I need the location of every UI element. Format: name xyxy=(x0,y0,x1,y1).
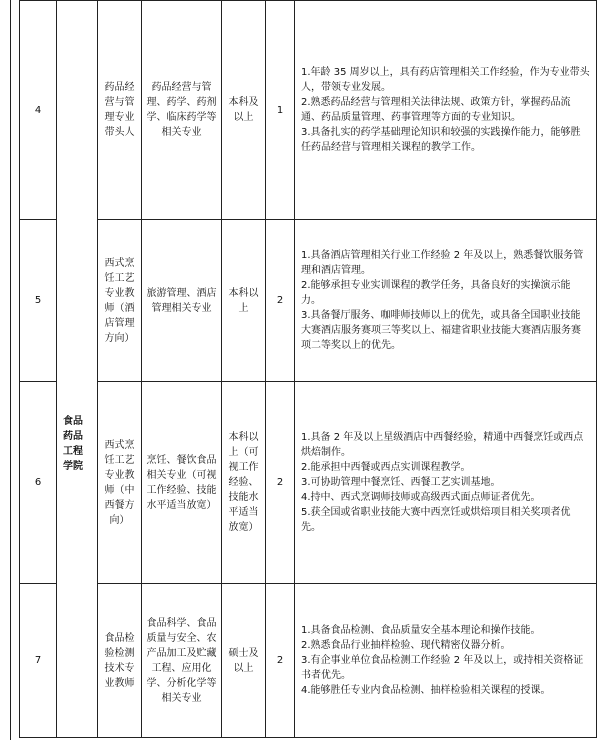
recruitment-table xyxy=(19,0,597,738)
post-name: 西式烹饪工艺专业教师（酒店管理方向） xyxy=(98,220,142,382)
requirement-item: 2.熟悉食品行业抽样检验、现代精密仪器分析。 xyxy=(301,640,511,651)
requirement-item: 2.能够承担专业实训课程的教学任务，具备良好的实操演示能力。 xyxy=(301,280,571,306)
education-requirement: 硕士及以上 xyxy=(222,584,266,738)
post-name: 药品经营与管理专业带头人 xyxy=(98,1,142,220)
requirement-item: 3.可协助管理中餐烹饪、西餐工艺实训基地。 xyxy=(301,477,501,488)
department-name: 食品药品工程学院 xyxy=(63,416,83,472)
requirement-item: 1.年龄 35 周岁以上，具有药店管理相关工作经验，作为专业带头人，带领专业发展。 xyxy=(301,67,590,93)
table-row xyxy=(20,220,597,382)
education-requirement: 本科以上（可视工作经验、技能水平适当放宽） xyxy=(222,382,266,584)
education-requirement: 本科以上 xyxy=(222,220,266,382)
requirement-item: 3.有企事业单位食品检测工作经验 2 年及以上，或持相关资格证书者优先。 xyxy=(301,655,584,681)
post-name: 食品检验检测技术专业教师 xyxy=(98,584,142,738)
requirement-item: 1.具备酒店管理相关行业工作经验 2 年及以上，熟悉餐饮服务管理和酒店管理。 xyxy=(301,250,584,276)
table-row xyxy=(20,382,597,584)
row-number: 5 xyxy=(20,220,57,382)
row-number: 6 xyxy=(20,382,57,584)
headcount: 1 xyxy=(266,1,295,220)
row-number: 7 xyxy=(20,584,57,738)
requirements-cell xyxy=(295,584,597,738)
major-requirement: 药品经营与管理、药学、药剂学、临床药学等相关专业 xyxy=(142,1,222,220)
requirement-item: 1.具备 2 年及以上星级酒店中西餐经验，精通中西餐烹饪或西点烘焙制作。 xyxy=(301,432,584,458)
requirement-item: 4.能够胜任专业内食品检测、抽样检验相关课程的授课。 xyxy=(301,685,551,696)
department-cell xyxy=(57,1,98,738)
table-row xyxy=(20,584,597,738)
major-requirement: 旅游管理、酒店管理相关专业 xyxy=(142,220,222,382)
headcount: 2 xyxy=(266,382,295,584)
requirement-item: 3.具备餐厅服务、咖啡师技师以上的优先，或具备全国职业技能大赛酒店服务赛项三等奖以上、福建省职业技能大赛酒店服务赛项二等奖以上的优先。 xyxy=(301,310,581,351)
headcount: 2 xyxy=(266,584,295,738)
requirements-cell xyxy=(295,1,597,220)
post-name: 西式烹饪工艺专业教师（中西餐方向） xyxy=(98,382,142,584)
requirement-item: 1.具备食品检测、食品质量安全基本理论和操作技能。 xyxy=(301,625,541,636)
requirement-item: 3.具备扎实的药学基础理论知识和较强的实践操作能力，能够胜任药品经营与管理相关课程的教学工作。 xyxy=(301,127,581,153)
requirement-item: 2.熟悉药品经营与管理相关法律法规、政策方针，掌握药品流通、药品质量管理、药事管理等方面的专业知识。 xyxy=(301,97,571,123)
requirements-cell xyxy=(295,382,597,584)
left-margin-rule xyxy=(10,0,11,740)
education-requirement: 本科及以上 xyxy=(222,1,266,220)
table-row xyxy=(20,1,597,220)
major-requirement: 烹饪、餐饮食品相关专业（可视工作经验、技能水平适当放宽） xyxy=(142,382,222,584)
headcount: 2 xyxy=(266,220,295,382)
requirement-item: 2.能承担中西餐或西点实训课程教学。 xyxy=(301,462,471,473)
row-number: 4 xyxy=(20,1,57,220)
requirement-item: 5.获全国或省职业技能大赛中西烹饪或烘焙项目相关奖项者优先。 xyxy=(301,507,571,533)
requirements-cell xyxy=(295,220,597,382)
major-requirement: 食品科学、食品质量与安全、农产品加工及贮藏工程、应用化学、分析化学等相关专业 xyxy=(142,584,222,738)
requirement-item: 4.持中、西式烹调师技师或高级西式面点师证者优先。 xyxy=(301,492,541,503)
